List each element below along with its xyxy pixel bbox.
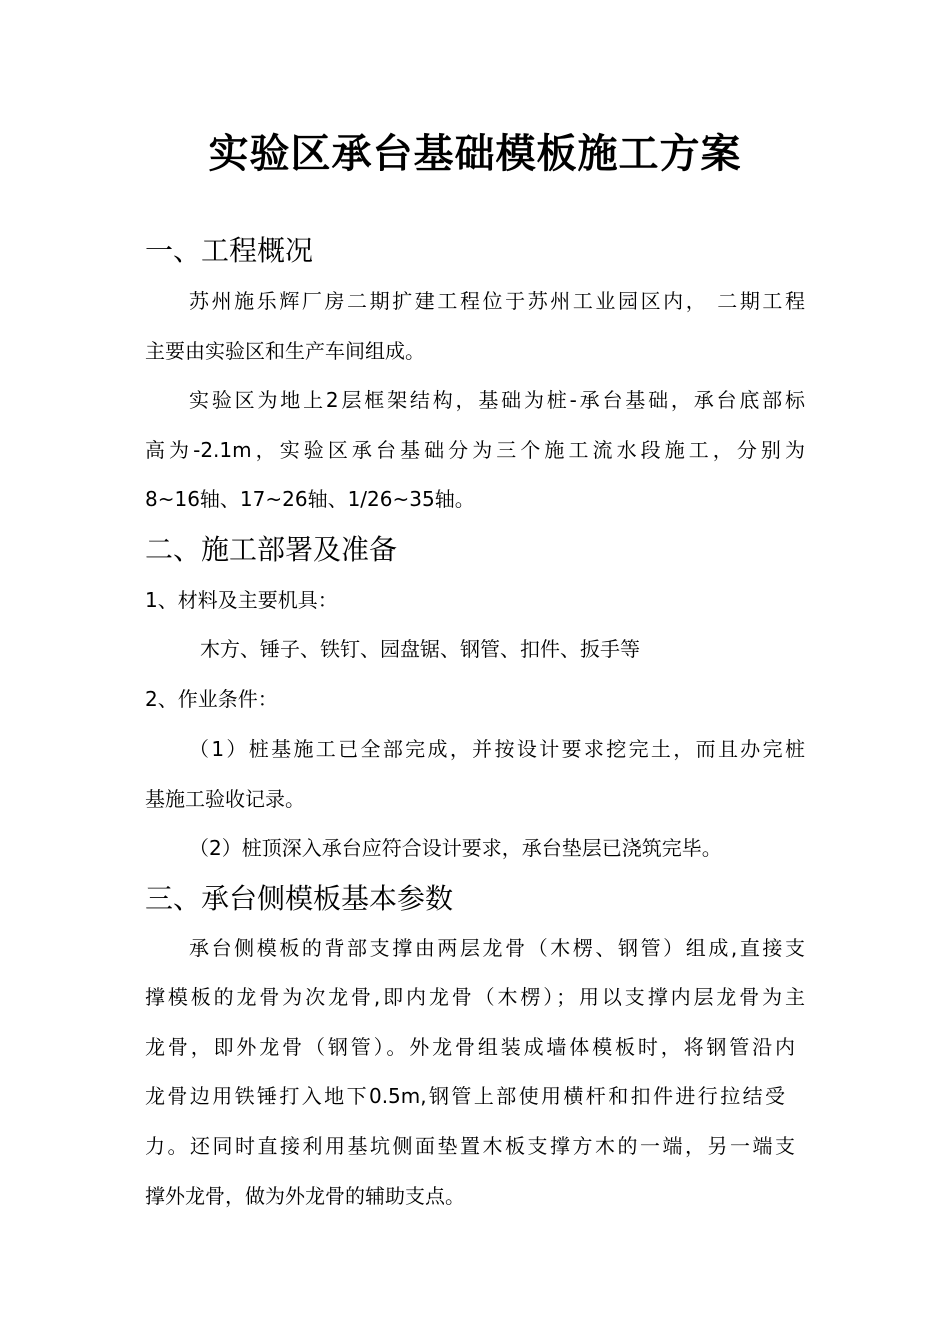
section-heading-parameters: 三、承台侧模板基本参数 (145, 882, 454, 915)
paragraph-line: 8~16轴、17~26轴、1/26~35轴。 (145, 487, 475, 511)
list-item-content: 木方、锤子、铁钉、园盘锯、钢管、扣件、扳手等 (200, 637, 640, 661)
section-heading-deployment: 二、施工部署及准备 (145, 533, 398, 566)
paragraph-line: 龙骨边用铁锤打入地下0.5m,钢管上部使用横杆和扣件进行拉结受 (145, 1084, 785, 1108)
document-title: 实验区承台基础模板施工方案 (208, 131, 742, 177)
paragraph-line: （1）桩基施工已全部完成，并按设计要求挖完土，而且办完桩 (189, 737, 805, 761)
paragraph-line: 高为-2.1m，实验区承台基础分为三个施工流水段施工，分别为 (145, 438, 805, 462)
list-item-label: 1、材料及主要机具： (145, 588, 338, 612)
paragraph-line: 撑模板的龙骨为次龙骨,即内龙骨（木楞）；用以支撑内层龙骨为主 (145, 985, 805, 1009)
paragraph-line: 龙骨，即外龙骨（钢管）。外龙骨组装成墙体模板时，将钢管沿内 (145, 1035, 795, 1059)
paragraph-line: 主要由实验区和生产车间组成。 (145, 339, 425, 363)
paragraph-line: 苏州施乐辉厂房二期扩建工程位于苏州工业园区内， 二期工程 (189, 289, 805, 313)
list-item-label: 2、作业条件： (145, 687, 278, 711)
paragraph-line: 撑外龙骨，做为外龙骨的辅助支点。 (145, 1184, 465, 1208)
paragraph-line: （2）桩顶深入承台应符合设计要求，承台垫层已浇筑完毕。 (189, 836, 722, 860)
paragraph-line: 实验区为地上2层框架结构，基础为桩-承台基础，承台底部标 (189, 388, 805, 412)
section-heading-overview: 一、工程概况 (145, 234, 314, 267)
paragraph-line: 基施工验收记录。 (145, 787, 305, 811)
paragraph-line: 承台侧模板的背部支撑由两层龙骨（木楞、钢管）组成,直接支 (189, 936, 805, 960)
paragraph-line: 力。还同时直接利用基坑侧面垫置木板支撑方木的一端，另一端支 (145, 1134, 795, 1158)
